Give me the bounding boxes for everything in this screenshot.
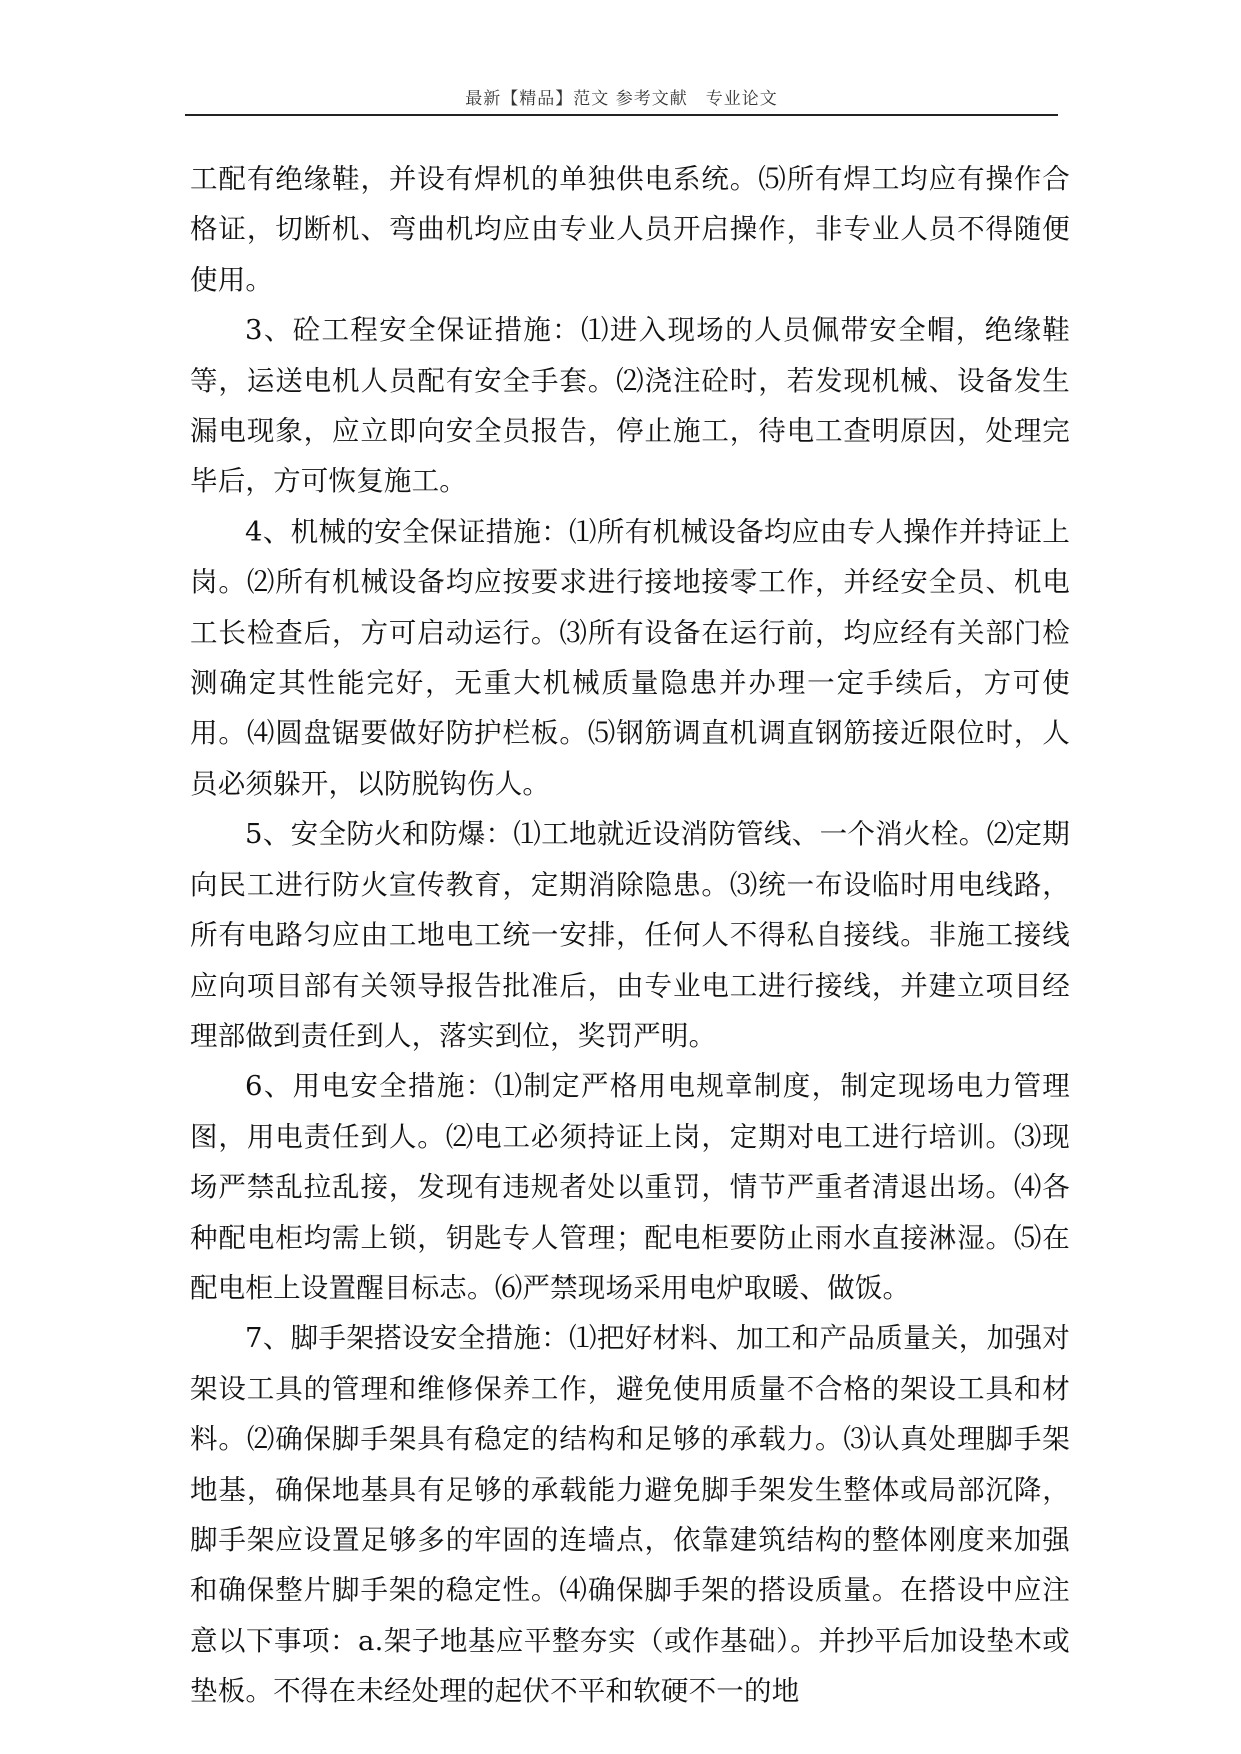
paragraph-electrical-safety: 6、用电安全措施：⑴制定严格用电规章制度，制定现场电力管理图，用电责任到人。⑵电工必须持证上岗，定期对电工进行培训。⑶现场严禁乱拉乱接，发现有违规者处以重罚，情节严重者清退出场。⑷各种配电柜均需上锁，钥匙专人管理；配电柜要防止雨水直接淋湿。⑸在配电柜上设置醒目标志。⑹严禁现场采用电炉取暖、做饭。 <box>190 1070 1070 1304</box>
document-body <box>190 154 1070 1717</box>
paragraph-fire-explosion-safety: 5、安全防火和防爆：⑴工地就近设消防管线、一个消火栓。⑵定期向民工进行防火宣传教育，定期消除隐患。⑶统一布设临时用电线路，所有电路匀应由工地电工统一安排，任何人不得私自接线。非施工接线应向项目部有关领导报告批准后，由专业电工进行接线，并建立项目经理部做到责任到人，落实到位，奖罚严明。 <box>190 818 1070 1052</box>
paragraph-welding-continuation: 工配有绝缘鞋，并设有焊机的单独供电系统。⑸所有焊工均应有操作合格证，切断机、弯曲机均应由专业人员开启操作，非专业人员不得随便使用。 <box>190 163 1070 296</box>
paragraph-concrete-safety: 3、砼工程安全保证措施：⑴进入现场的人员佩带安全帽，绝缘鞋等，运送电机人员配有安全手套。⑵浇注砼时，若发现机械、设备发生漏电现象，应立即向安全员报告，停止施工，待电工查明原因，处理完毕后，方可恢复施工。 <box>190 314 1070 498</box>
header-divider <box>185 114 1058 116</box>
page-header: 最新【精品】范文 参考文献 专业论文 <box>465 89 778 109</box>
paragraph-machinery-safety: 4、机械的安全保证措施：⑴所有机械设备均应由专人操作并持证上岗。⑵所有机械设备均应按要求进行接地接零工作，并经安全员、机电工长检查后，方可启动运行。⑶所有设备在运行前，均应经有关部门检测确定其性能完好，无重大机械质量隐患并办理一定手续后，方可使用。⑷圆盘锯要做好防护栏板。⑸钢筋调直机调直钢筋接近限位时，人员必须躲开，以防脱钩伤人。 <box>190 515 1070 800</box>
paragraph-scaffold-safety: 7、脚手架搭设安全措施：⑴把好材料、加工和产品质量关，加强对架设工具的管理和维修保养工作，避免使用质量不合格的架设工具和材料。⑵确保脚手架具有稳定的结构和足够的承载力。⑶认真处理脚手架地基，确保地基具有足够的承载能力避免脚手架发生整体或局部沉降，脚手架应设置足够多的牢固的连墙点，依靠建筑结构的整体刚度来加强和确保整片脚手架的稳定性。⑷确保脚手架的搭设质量。在搭设中应注意以下事项：a.架子地基应平整夯实（或作基础）。并抄平后加设垫木或垫板。不得在未经处理的起伏不平和软硬不一的地 <box>190 1322 1070 1708</box>
